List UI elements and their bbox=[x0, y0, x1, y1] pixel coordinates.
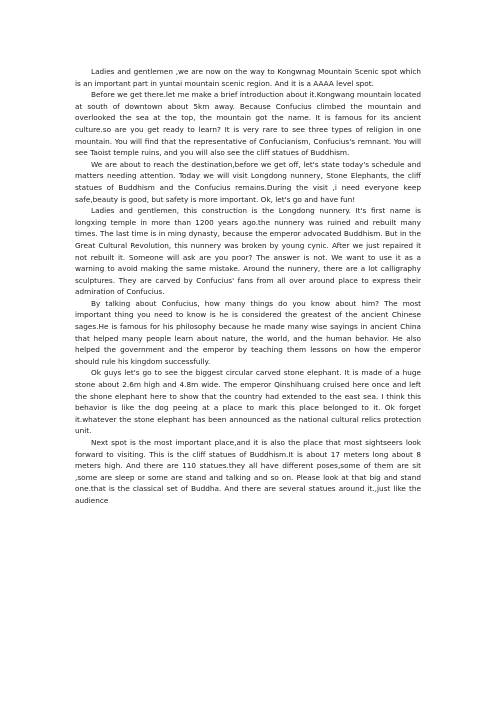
paragraph-schedule: We are about to reach the destination,before we get off, let's state today's schedule and matters needing attention. Today we will visit Longdong nunnery, Stone Elephants, the cliff statues of Buddhism and the Confucius remains.During the visit ,i need everyone keep safe,beauty is good, but safety is more important. Ok, let's go and have fun! bbox=[75, 159, 421, 204]
document-page bbox=[75, 66, 421, 507]
paragraph-stone-elephant: Ok guys let's go to see the biggest circular carved stone elephant. It is made of a huge stone about 2.6m high and 4.8m wide. The emperor Qinshihuang cruised here once and left the shone elephant here to show that the country had extended to the east sea. I think this behavior is like the dog peeing at a place to mark this place belonged to it. Ok forget it.whatever the stone elephant has been announced as the national cultural relics protection unit. bbox=[75, 368, 421, 436]
paragraph-longdong-nunnery: Ladies and gentlemen, this construction is the Longdong nunnery. It's first name is longxing temple in more than 1200 years ago.the nunnery was ruined and rebuilt many times. The last time is in ming dynasty, because the emperor advocated Buddhism. But in the Great Cultural Revolution, this nunnery was broken by young cynic. After we just repaired it not rebuilt it. Someone will ask are you poor? The answer is not. We want to use it as a warning to avoid making the same mistake. Around the nunnery, there are a lot calligraphy sculptures. They are carved by Confucius' fans from all over around place to express their admiration of Confucius. bbox=[75, 206, 421, 297]
paragraph-intro: Ladies and gentlemen ,we are now on the way to Kongwnag Mountain Scenic spot which is an important part in yuntai mountain scenic region. And it is a AAAA level spot. bbox=[75, 67, 421, 88]
paragraph-introduction-kongwang: Before we get there.let me make a brief introduction about it.Kongwang mountain located at south of downtown about 5km away. Because Confucius climbed the mountain and overlooked the sea at the top, the mountain got the name. It is famous for its ancient culture.so are you get ready to learn? It is very rare to see three types of religion in one mountain. You will find that the representative of Confucianism, Confucius's remnant. You will see Taoist temple ruins, and you will also see the cliff statues of Buddhism. bbox=[75, 90, 421, 158]
paragraph-confucius: By talking about Confucius, how many things do you know about him? The most important thing you need to know is he is considered the greatest of the ancient Chinese sages.He is famous for his philosophy because he made many wise sayings in ancient China that helped many people learn about nature, the world, and the human behavior. He also helped the government and the emperor by teaching them lessons on how the emperor should rule his kingdom successfully. bbox=[75, 298, 421, 366]
paragraph-cliff-statues: Next spot is the most important place,and it is also the place that most sightseers look forward to visiting. This is the cliff statues of Buddhism.It is about 17 meters long about 8 meters high. And there are 110 statues.they all have different poses,some of them are sit ,some are sleep or some are stand and talking and so on. Please look at that big and stand one.that is the classical set of Buddha. And there are several statues around it.,just like the audience bbox=[75, 438, 421, 505]
